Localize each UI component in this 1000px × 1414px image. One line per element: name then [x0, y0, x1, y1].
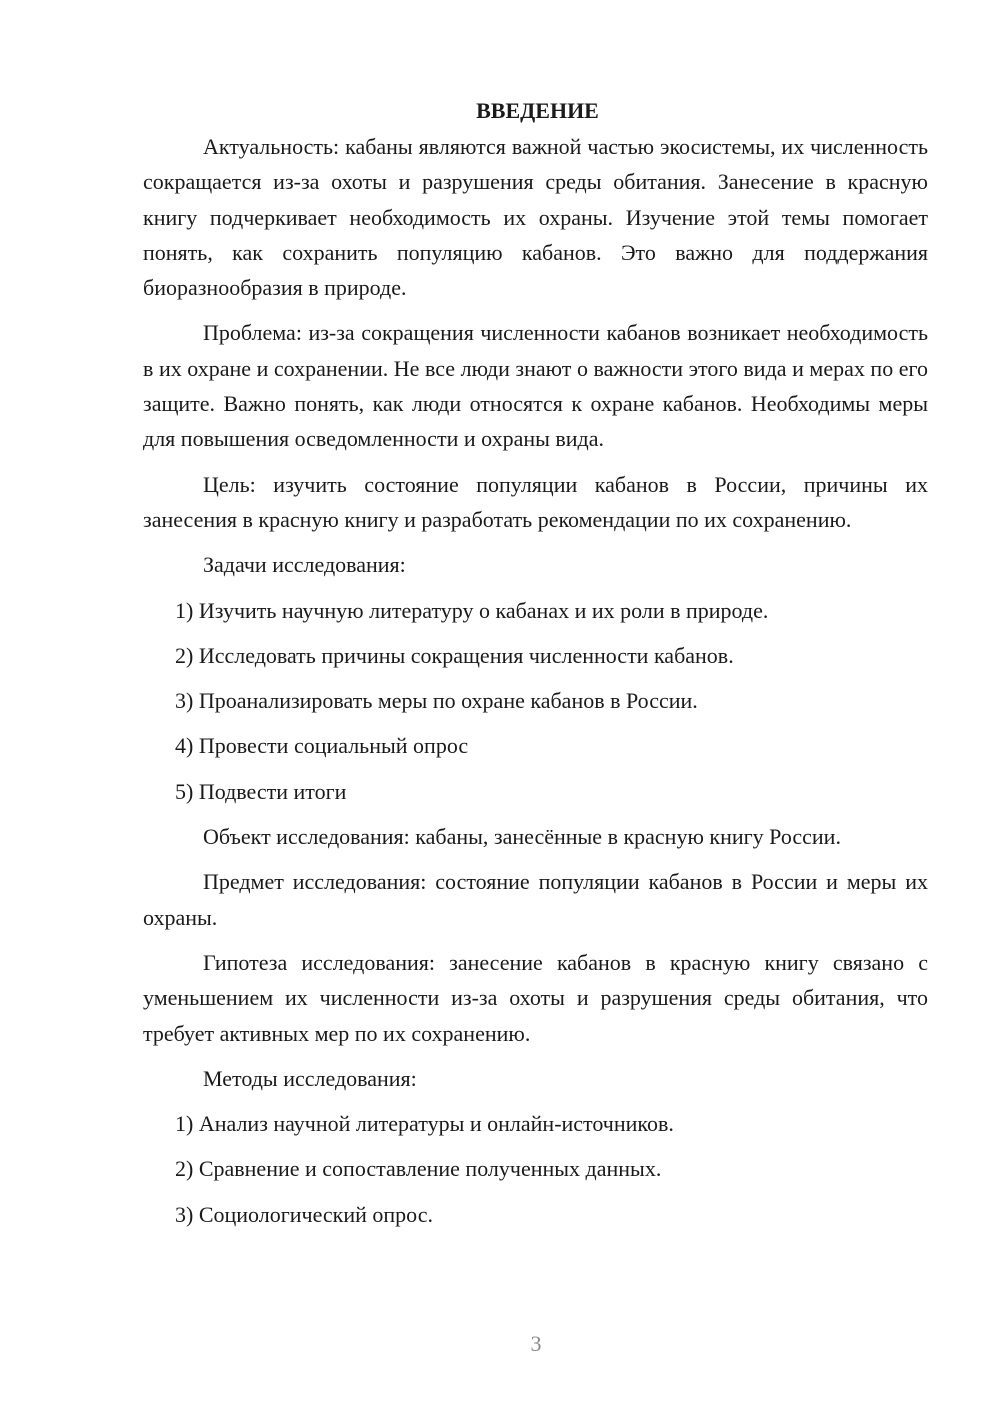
method-item: 1) Анализ научной литературы и онлайн-источников.	[175, 1111, 674, 1137]
object-paragraph: Объект исследования: кабаны, занесённые в красную книгу России.	[203, 824, 841, 850]
method-item: 2) Сравнение и сопоставление полученных данных.	[175, 1156, 662, 1182]
hypothesis-paragraph: Гипотеза исследования: занесение кабанов в красную книгу связано с уменьшением их численности из-за охоты и разрушения среды обитания, что требует активных мер по их сохранению.	[143, 949, 928, 1046]
methods-title: Методы исследования:	[203, 1065, 417, 1091]
task-item: 4) Провести социальный опрос	[175, 733, 469, 759]
tasks-title: Задачи исследования:	[203, 552, 406, 578]
problem-paragraph: Проблема: из-за сокращения численности кабанов возникает необходимость в их охране и сохранении. Не все люди знают о важности этого вида и мерах по его защите. Важно понять, как люди относятся к охране кабанов. Необходимы меры для повышения осведомленности и охраны вида.	[143, 320, 928, 452]
relevance-paragraph: Актуальность: кабаны являются важной частью экосистемы, их численность сокращается из-за охоты и разрушения среды обитания. Занесение в красную книгу подчеркивает необходимость их охраны. Изучение этой темы помогает понять, как сохранить популяцию кабанов. Это важно для поддержания биоразнообразия в природе.	[143, 134, 928, 301]
task-item: 3) Проанализировать меры по охране кабанов в России.	[175, 688, 698, 714]
page-title: ВВЕДЕНИЕ	[476, 98, 599, 123]
page-number: 3	[530, 1331, 542, 1356]
task-item: 1) Изучить научную литературу о кабанах и их роли в природе.	[175, 597, 769, 623]
goal-paragraph: Цель: изучить состояние популяции кабанов в России, причины их занесения в красную книгу и разработать рекомендации по их сохранению.	[143, 471, 928, 532]
subject-paragraph: Предмет исследования: состояние популяции кабанов в России и меры их охраны.	[143, 869, 928, 930]
task-item: 5) Подвести итоги	[175, 778, 347, 804]
task-item: 2) Исследовать причины сокращения численности кабанов.	[175, 642, 734, 668]
page-content	[143, 93, 928, 1242]
method-item: 3) Социологический опрос.	[175, 1201, 433, 1227]
